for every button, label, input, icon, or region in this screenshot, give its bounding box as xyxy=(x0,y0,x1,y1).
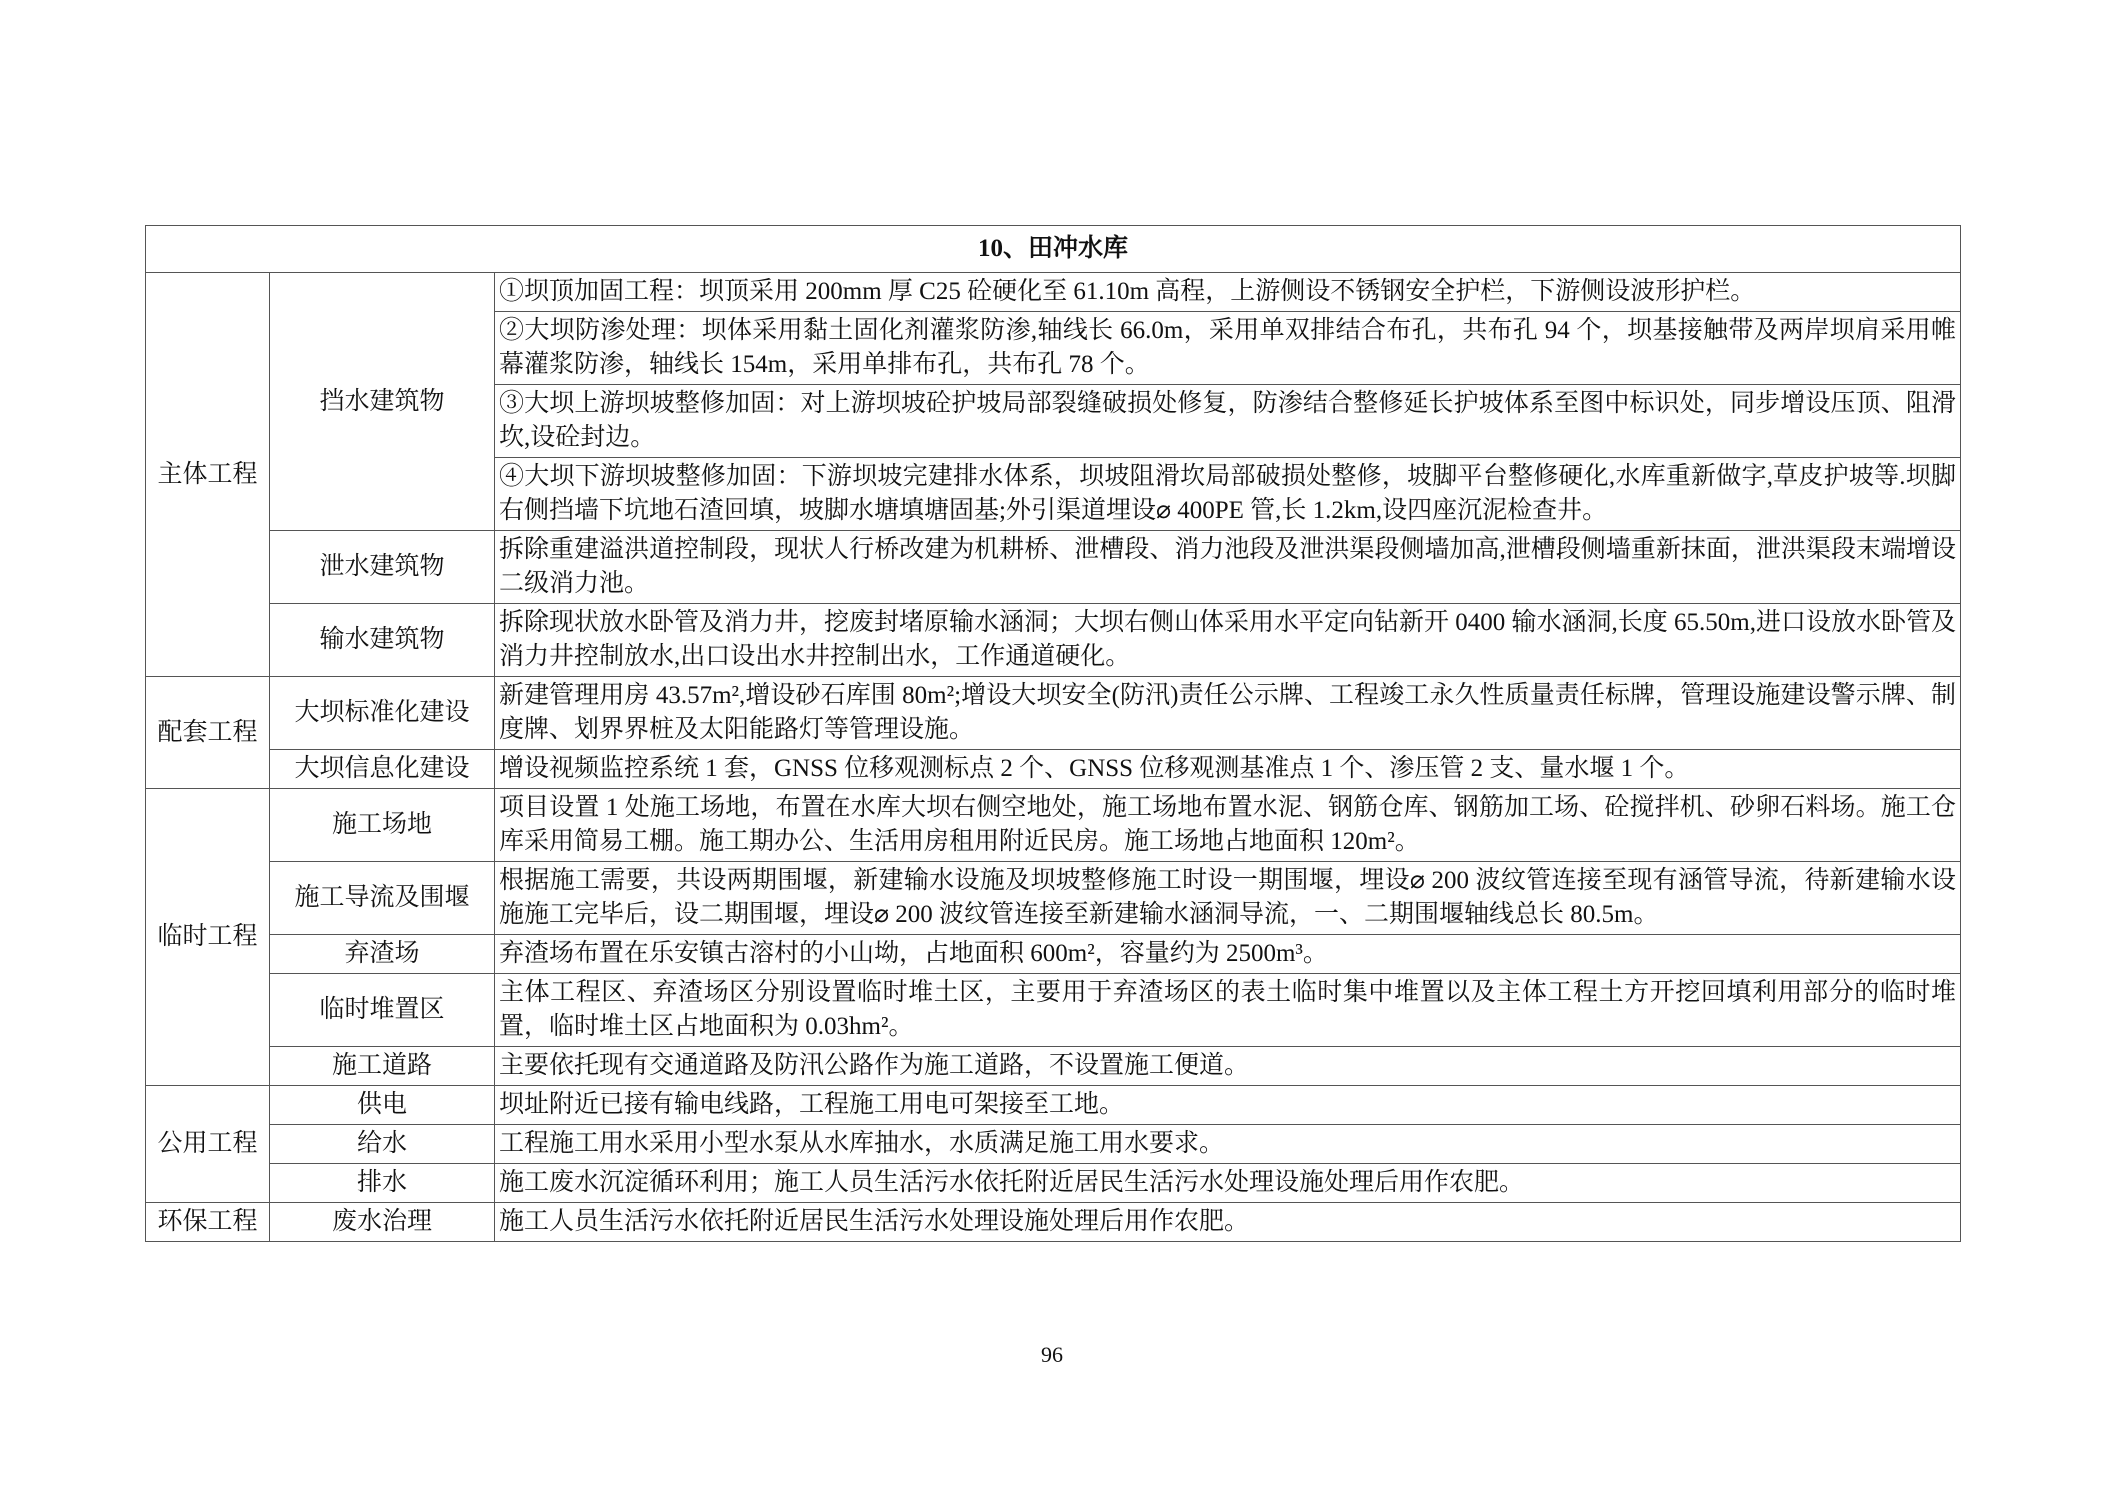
table-title-row xyxy=(146,226,1961,273)
description-cell: 工程施工用水采用小型水泵从水库抽水，水质满足施工用水要求。 xyxy=(495,1125,1961,1164)
item-name-cell: 施工道路 xyxy=(270,1047,495,1086)
item-name-cell: 施工场地 xyxy=(270,789,495,862)
category-cell: 公用工程 xyxy=(146,1086,270,1203)
table-row xyxy=(146,935,1961,974)
description-cell: 根据施工需要，共设两期围堰，新建输水设施及坝坡整修施工时设一期围堰，埋设⌀ 200 波纹管连接至现有涵管导流，待新建输水设施施工完毕后，设二期围堰，埋设⌀ 200 波纹管连接至新建输水涵洞导流，一、二期围堰轴线总长 80.5m。 xyxy=(495,862,1961,935)
table-row xyxy=(146,677,1961,750)
description-cell: 新建管理用房 43.57m²,增设砂石库围 80m²;增设大坝安全(防汛)责任公示牌、工程竣工永久性质量责任标牌，管理设施建设警示牌、制度牌、划界界桩及太阳能路灯等管理设施。 xyxy=(495,677,1961,750)
table-title: 10、田冲水库 xyxy=(146,226,1961,273)
item-name-cell: 输水建筑物 xyxy=(270,604,495,677)
description-cell: 增设视频监控系统 1 套，GNSS 位移观测标点 2 个、GNSS 位移观测基准点 1 个、渗压管 2 支、量水堰 1 个。 xyxy=(495,750,1961,789)
table-row xyxy=(146,1125,1961,1164)
description-cell: ①坝顶加固工程：坝顶采用 200mm 厚 C25 砼硬化至 61.10m 高程，上游侧设不锈钢安全护栏，下游侧设波形护栏。 xyxy=(495,273,1961,312)
table-row xyxy=(146,750,1961,789)
item-name-cell: 给水 xyxy=(270,1125,495,1164)
table-row xyxy=(146,531,1961,604)
description-cell: 主体工程区、弃渣场区分别设置临时堆土区，主要用于弃渣场区的表土临时集中堆置以及主体工程土方开挖回填利用部分的临时堆置，临时堆土区占地面积为 0.03hm²。 xyxy=(495,974,1961,1047)
category-cell: 临时工程 xyxy=(146,789,270,1086)
description-cell: 施工废水沉淀循环利用；施工人员生活污水依托附近居民生活污水处理设施处理后用作农肥。 xyxy=(495,1164,1961,1203)
table-row xyxy=(146,604,1961,677)
item-name-cell: 废水治理 xyxy=(270,1203,495,1242)
table-row xyxy=(146,1086,1961,1125)
description-cell: ④大坝下游坝坡整修加固：下游坝坡完建排水体系，坝坡阻滑坎局部破损处整修，坡脚平台整修硬化,水库重新做字,草皮护坡等.坝脚右侧挡墙下坑地石渣回填，坡脚水塘填塘固基;外引渠道埋设⌀ 400PE 管,长 1.2km,设四座沉泥检查井。 xyxy=(495,458,1961,531)
item-name-cell: 大坝标准化建设 xyxy=(270,677,495,750)
category-cell: 配套工程 xyxy=(146,677,270,789)
table-row xyxy=(146,1164,1961,1203)
item-name-cell: 临时堆置区 xyxy=(270,974,495,1047)
description-cell: 施工人员生活污水依托附近居民生活污水处理设施处理后用作农肥。 xyxy=(495,1203,1961,1242)
item-name-cell: 挡水建筑物 xyxy=(270,273,495,531)
description-cell: 拆除现状放水卧管及消力井，挖废封堵原输水涵洞；大坝右侧山体采用水平定向钻新开 0400 输水涵洞,长度 65.50m,进口设放水卧管及消力井控制放水,出口设出水井控制出水，工作通道硬化。 xyxy=(495,604,1961,677)
project-table xyxy=(145,225,1961,1242)
category-cell: 主体工程 xyxy=(146,273,270,677)
table-row xyxy=(146,862,1961,935)
item-name-cell: 泄水建筑物 xyxy=(270,531,495,604)
description-cell: 弃渣场布置在乐安镇古溶村的小山坳，占地面积 600m²，容量约为 2500m³。 xyxy=(495,935,1961,974)
table-row xyxy=(146,974,1961,1047)
table-row xyxy=(146,1047,1961,1086)
item-name-cell: 弃渣场 xyxy=(270,935,495,974)
description-cell: 拆除重建溢洪道控制段，现状人行桥改建为机耕桥、泄槽段、消力池段及泄洪渠段侧墙加高,泄槽段侧墙重新抹面，泄洪渠段末端增设二级消力池。 xyxy=(495,531,1961,604)
item-name-cell: 大坝信息化建设 xyxy=(270,750,495,789)
item-name-cell: 供电 xyxy=(270,1086,495,1125)
item-name-cell: 施工导流及围堰 xyxy=(270,862,495,935)
description-cell: ②大坝防渗处理：坝体采用黏土固化剂灌浆防渗,轴线长 66.0m，采用单双排结合布孔，共布孔 94 个，坝基接触带及两岸坝肩采用帷幕灌浆防渗，轴线长 154m，采用单排布孔，共布孔 78 个。 xyxy=(495,312,1961,385)
category-cell: 环保工程 xyxy=(146,1203,270,1242)
table-row xyxy=(146,273,1961,312)
table-row xyxy=(146,789,1961,862)
item-name-cell: 排水 xyxy=(270,1164,495,1203)
description-cell: ③大坝上游坝坡整修加固：对上游坝坡砼护坡局部裂缝破损处修复，防渗结合整修延长护坡体系至图中标识处，同步增设压顶、阻滑坎,设砼封边。 xyxy=(495,385,1961,458)
description-cell: 项目设置 1 处施工场地，布置在水库大坝右侧空地处，施工场地布置水泥、钢筋仓库、钢筋加工场、砼搅拌机、砂卵石料场。施工仓库采用简易工棚。施工期办公、生活用房租用附近民房。施工场地占地面积 120m²。 xyxy=(495,789,1961,862)
table-row xyxy=(146,1203,1961,1242)
page-number: 96 xyxy=(1041,1342,1063,1367)
description-cell: 坝址附近已接有输电线路，工程施工用电可架接至工地。 xyxy=(495,1086,1961,1125)
description-cell: 主要依托现有交通道路及防汛公路作为施工道路，不设置施工便道。 xyxy=(495,1047,1961,1086)
